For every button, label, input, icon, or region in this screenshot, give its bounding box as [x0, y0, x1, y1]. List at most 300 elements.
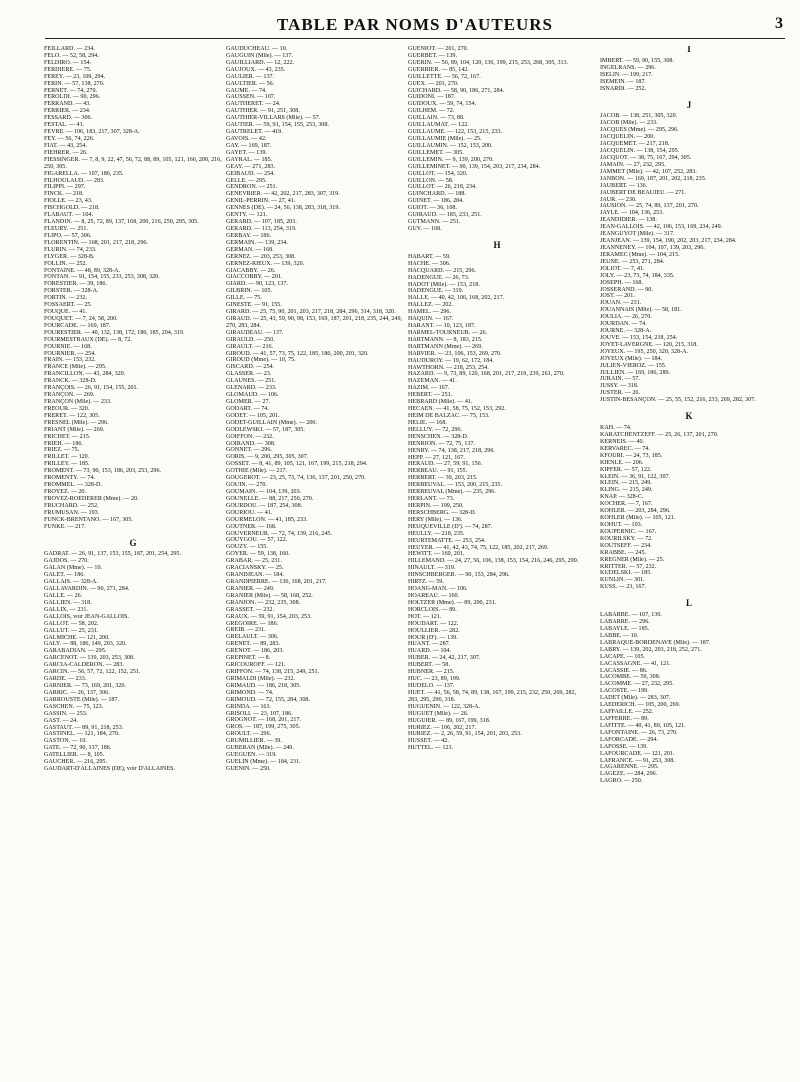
author-index-entry: FRIEH. — 186.	[44, 440, 83, 447]
author-index-entry: GAYET. — 139.	[226, 149, 267, 156]
author-index-entry: JUSTER. — 26.	[600, 390, 640, 397]
author-index-entry: GAULIER. — 137.	[226, 73, 275, 80]
author-index-entry: GALLAVARDIN. — 90, 271, 284.	[44, 586, 130, 593]
author-index-entry: KOUTSEFF. — 234.	[600, 542, 652, 549]
author-index-entry: JOUAN. — 231.	[600, 300, 642, 307]
author-index-entry: GIRAULT. — 216.	[226, 343, 274, 350]
author-index-entry: HÉRAUD. — 27, 59, 91, 156.	[408, 461, 483, 468]
author-index-entry: GERMAN. — 168.	[226, 246, 274, 253]
author-index-entry: HARMEL-TOURNEUR. — 26.	[408, 329, 488, 336]
author-index-entry: GÉRARD. — 113, 254, 319.	[226, 225, 297, 232]
section-letter-heading: H	[493, 239, 501, 250]
author-index-entry: JAUR. — 230.	[600, 196, 637, 203]
author-index-entry: FEILLARD. — 234.	[44, 46, 95, 52]
author-index-entry: FRANÇON (Mlle). — 233.	[44, 399, 112, 406]
author-index-entry: GISCARD. — 254.	[226, 364, 275, 371]
author-index-entry: GOSSET. — 8, 41, 89, 105, 121, 167, 199, 215, 218, 294.	[226, 461, 368, 468]
author-index-entry: GUERBET. — 139.	[408, 52, 457, 59]
author-index-entry: FORTIN. — 232.	[44, 295, 87, 302]
author-index-entry: HABART. — 59.	[408, 253, 451, 260]
author-index-entry: GOTHIÉ (Mlle). — 217.	[226, 468, 288, 475]
author-index-entry: FEROLDI. — 90, 296.	[44, 94, 101, 101]
author-index-entry: KRÉGNER (Mlle). — 25.	[600, 556, 665, 563]
author-index-entry: FLURIN. — 74, 233.	[44, 246, 97, 253]
author-index-entry: HUBNER. — 215.	[408, 669, 455, 676]
author-index-entry: GELLÉ. — 295.	[226, 177, 267, 184]
author-index-entry: GAUGUIN (Mlle). — 137.	[226, 52, 293, 59]
author-index-entry: FRANCILLON. — 43, 284, 320.	[44, 371, 126, 378]
author-index-entry: HUANT. — 287.	[408, 641, 451, 648]
author-index-entry: GUERRIER. — 85, 142.	[408, 66, 469, 73]
author-index-entry: FRIANT (Mlle). — 269.	[44, 426, 105, 433]
author-index-entry: LACAPE. — 105.	[600, 653, 646, 660]
author-index-entry: FERDIÈRE. — 75.	[44, 66, 92, 73]
author-index-entry: HUDELO. — 137.	[408, 682, 455, 689]
author-index-entry: GRÉPINET. — 8.	[226, 655, 271, 662]
author-index-entry: FROYEZ. — 20.	[44, 489, 86, 495]
author-index-entry: HACQUARD. — 215, 296.	[408, 267, 477, 274]
author-index-entry: FÉLO. — 52, 58, 294.	[44, 52, 99, 59]
author-index-entry: GERBAY. — 186.	[226, 232, 272, 239]
author-index-entry: FLIPO. — 57, 306.	[44, 232, 92, 239]
author-index-entry: JOLY. — 23, 73, 74, 184, 335.	[600, 272, 675, 279]
author-index-entry: HUGUIER. — 89, 167, 199, 318.	[408, 717, 491, 724]
author-index-entry: GIRAUD. — 25, 43, 59, 90, 98, 153, 169, 187, 201, 218, 235, 244, 249, 270, 283, 284.	[226, 315, 403, 329]
author-index-entry: GUILLEMINET. — 90, 139, 154, 203, 217, 234, 284.	[408, 163, 541, 170]
author-index-entry: JOUVE. — 153, 154, 218, 254.	[600, 334, 678, 341]
author-index-entry: GAUJOUX. — 43, 235.	[226, 66, 286, 73]
author-index-entry: FOLLIN. — 252.	[44, 260, 87, 267]
author-index-entry: GARROUSTE (Mlle). — 187.	[44, 696, 119, 703]
author-index-entry: JEANDIDIER. — 138.	[600, 217, 657, 224]
author-index-entry: KARATCHENTZEFF. — 25, 26, 137, 201, 270.	[600, 432, 719, 439]
author-index-entry: HEPP. — 27, 121, 167.	[408, 454, 465, 461]
author-index-entry: GREIB. — 231.	[226, 627, 266, 634]
author-index-entry: FILHOULAUD. — 283.	[44, 177, 105, 184]
author-index-entry: FIEHRER. — 26.	[44, 149, 88, 156]
author-index-entry: HERY (Mlle). — 136.	[408, 516, 463, 523]
author-index-entry: JANBON. — 169, 187, 201, 202, 218, 235.	[600, 175, 707, 182]
author-index-entry: FRÉOUR. — 320.	[44, 405, 90, 412]
author-index-entry: GARCENOT. — 139, 203, 253, 308.	[44, 655, 135, 662]
author-index-entry: JACQUOT. — 38, 75, 167, 294, 305.	[600, 154, 692, 161]
author-index-entry: FROYEZ-ROEDERER (Mme). — 20.	[44, 495, 139, 502]
author-index-entry: HOUDART. — 122.	[408, 620, 459, 627]
author-index-entry: HINAULT. — 319.	[408, 565, 456, 572]
author-index-entry: GLASSER. — 23.	[226, 371, 272, 378]
author-index-entry: GAJDOS. — 270.	[44, 558, 89, 565]
author-index-entry: HUSSET. — 42.	[408, 738, 449, 745]
author-index-entry: FRUCHARD. — 252.	[44, 502, 99, 509]
author-index-entry: HOULLIER. — 282.	[408, 627, 460, 634]
author-index-entry: GUIDOUX. — 59, 74, 154.	[408, 101, 477, 108]
author-index-entry: GAY. — 169, 187.	[226, 142, 272, 149]
author-index-entry: GALLUT. — 25, 231.	[44, 627, 99, 634]
author-index-entry: JURAIN. — 57.	[600, 376, 640, 383]
author-index-entry: HAZIM. — 167.	[408, 385, 450, 392]
author-index-entry: LACOMBE. — 59, 308.	[600, 674, 661, 681]
author-index-entry: GAUDUCHEAU. — 10.	[226, 46, 288, 52]
author-index-entry: LAFFERRE. — 89.	[600, 715, 649, 722]
section-letter-heading: I	[687, 46, 691, 54]
author-index-entry: GUTMANN. — 251.	[408, 219, 461, 226]
author-index-entry: GOUMAIN. — 104, 139, 203.	[226, 489, 302, 495]
author-index-entry: JEUNE. — 253, 271, 284.	[600, 258, 665, 265]
author-index-entry: GAUILLIARD. — 12, 222.	[226, 59, 295, 66]
author-index-entry: KERVAREC. — 74.	[600, 445, 650, 452]
author-index-entry: JEANGUYOT (Mlle). — 317.	[600, 231, 675, 238]
author-index-entry: HENRION. — 72, 75, 137.	[408, 440, 476, 447]
author-index-entry: LABARRE. — 296.	[600, 619, 650, 626]
author-index-entry: LAGÈZE. — 284, 296.	[600, 771, 658, 778]
author-index-entry: GLOMAUD. — 106.	[226, 392, 279, 399]
author-index-entry: JUSTIN-BESANÇON. — 25, 55, 152, 216, 233, 269, 282, 307.	[600, 397, 756, 404]
author-index-entry: GEIBAUD. — 254.	[226, 170, 275, 177]
author-index-entry: GODET. — 105, 201.	[226, 412, 280, 419]
author-index-entry: GRAUX. — 59, 91, 154, 203, 253.	[226, 613, 312, 620]
author-index-entry: GUILLETTE. — 56, 72, 167.	[408, 73, 481, 80]
author-index-entry: HERBEAU. — 91, 155.	[408, 468, 468, 475]
author-index-entry: GROS. — 187, 199, 275, 305.	[226, 724, 301, 731]
index-column-2	[226, 46, 404, 1076]
author-index-entry: GAUCHER. — 216, 295.	[44, 759, 107, 766]
author-index-entry: HERLANT. — 73.	[408, 496, 455, 503]
author-index-entry: GUÉNIOT. — 201, 270.	[408, 46, 469, 52]
author-index-entry: LADET (Mlle). — 283, 307.	[600, 695, 671, 702]
author-index-entry: GASCHEN. — 75, 123.	[44, 703, 104, 710]
author-index-entry: HAWTHORN. — 218, 253, 254.	[408, 364, 489, 371]
author-index-entry: GOURIOU. — 41.	[226, 509, 273, 516]
author-index-entry: JACQUELIN. — 200.	[600, 134, 655, 141]
author-index-entry: JOURDAN. — 74.	[600, 321, 647, 328]
page-header	[45, 12, 785, 39]
author-index-entry: KERNEIS. — 40.	[600, 438, 645, 445]
author-index-entry: GUIOT. — 36, 108.	[408, 205, 457, 212]
author-index-entry: GAUTHIER. — 91, 251, 308.	[226, 108, 300, 115]
author-index-entry: HECAEN. — 41, 58, 75, 152, 153, 292.	[408, 406, 506, 413]
author-index-entry: FOUQUE. — 41.	[44, 309, 87, 316]
author-index-entry: LAGARENNE. — 295.	[600, 764, 659, 771]
author-index-entry: GALLE. — 26.	[44, 592, 83, 599]
author-index-entry: LABAYLE. — 185.	[600, 625, 650, 632]
author-index-entry: JAMAIN. — 27, 232, 295.	[600, 161, 666, 168]
author-index-entry: JACOB (Mlle). — 233.	[600, 120, 658, 127]
author-index-entry: LAGRO. — 250.	[600, 778, 643, 785]
author-index-entry: FÈVRE. — 106, 183, 217, 307, 328-A.	[44, 129, 140, 136]
author-index-entry: FRILLET. — 120.	[44, 454, 90, 461]
author-index-entry: HADENGUE. — 319.	[408, 288, 464, 295]
author-index-entry: KUNLIN. — 301.	[600, 577, 645, 584]
author-index-entry: FIESSINGER. — 7, 8, 9, 22, 47, 56, 72, 88, 89, 105, 121, 166, 200, 216, 250, 305.	[44, 156, 222, 170]
author-index-entry: GOIFFON. — 232.	[226, 433, 274, 440]
author-index-entry: KOHUT. — 103.	[600, 522, 643, 528]
author-index-entry: HILLEMAND. — 24, 27, 56, 106, 138, 153, 154, 216, 246, 295, 299.	[408, 558, 579, 565]
author-index-entry: ISEMEIN. — 187.	[600, 78, 647, 85]
author-index-entry: LABBÉ. — 10.	[600, 632, 639, 639]
author-index-entry: KRITTER. — 57, 232.	[600, 563, 657, 570]
author-index-entry: HOUR (D'). — 139.	[408, 634, 458, 641]
author-index-entry: GAULTIER. — 56.	[226, 80, 275, 87]
author-index-entry: GUINET. — 186, 284.	[408, 198, 464, 205]
author-index-entry: JOYET-LAVERGNE. — 120, 215, 318.	[600, 341, 698, 348]
author-index-entry: GOURMELON. — 41, 185, 233.	[226, 516, 308, 523]
page-title: TABLE PAR NOMS D'AUTEURS	[276, 15, 554, 34]
author-index-entry: FISCHGOLD. — 218.	[44, 205, 100, 212]
author-index-entry: LAFOURCADE. — 121, 201.	[600, 750, 675, 757]
author-index-entry: KUDELSKI. — 185.	[600, 570, 652, 577]
author-index-entry: HEURTEMATTE. — 253, 254.	[408, 537, 486, 544]
author-index-entry: FRÉRET. — 122, 305.	[44, 412, 100, 419]
author-index-entry: GENTY. — 121.	[226, 212, 268, 219]
index-column-4	[600, 46, 778, 1076]
author-index-entry: FRANCE (Mlle). — 295.	[44, 364, 107, 371]
author-index-entry: FOURNIER. — 254.	[44, 350, 96, 357]
author-index-entry: GRANDJEAN. — 184.	[226, 572, 284, 579]
author-index-entry: HACHE. — 306.	[408, 260, 451, 267]
author-index-entry: GOUIN. — 270.	[226, 482, 267, 489]
author-index-entry: GUILLAUMIN. — 152, 153, 200.	[408, 142, 493, 149]
author-index-entry: FOURMESTRAUX (DE). — 8, 72.	[44, 336, 132, 343]
author-index-entry: JULIEN-VIEROZ. — 155.	[600, 362, 667, 369]
author-index-entry: GLAUNES. — 251.	[226, 378, 276, 385]
author-index-entry: GUÉNIN. — 250.	[226, 765, 271, 772]
author-index-entry: GUILHEM. — 72.	[408, 108, 455, 115]
author-index-entry: FINCK. — 218.	[44, 191, 84, 198]
author-index-entry: GODART. — 74.	[226, 405, 269, 412]
author-index-entry: JAMMET (Mlle). — 42, 107, 252, 283.	[600, 168, 697, 175]
author-index-entry: FIGARELLA. — 107, 186, 235.	[44, 170, 124, 177]
author-index-entry: JEANJEAN. — 139, 154, 190, 202, 203, 217, 234, 284.	[600, 238, 737, 245]
author-index-entry: KFOURI. — 24, 73, 185.	[600, 452, 663, 459]
author-index-entry: JOULIA. — 26, 270.	[600, 314, 652, 321]
author-index-entry: GARDE. — 233.	[44, 676, 87, 683]
author-index-entry: FLANDIN. — 8, 25, 72, 89, 137, 168, 200, 216, 250, 295, 305.	[44, 219, 199, 226]
author-index-entry: FESTAL. — 41.	[44, 122, 85, 129]
author-index-entry: GAYRAL. — 185.	[226, 156, 273, 163]
author-index-entry: HUBERT. — 58.	[408, 662, 450, 669]
author-index-entry: GALLIEN. — 318.	[44, 599, 92, 606]
author-index-entry: HUBER. — 24, 42, 217, 307.	[408, 655, 481, 662]
author-index-entry: LABRY. — 139, 202, 203, 218, 252, 271.	[600, 646, 702, 653]
author-index-entry: GENNES (DE). — 24, 56, 138, 283, 318, 319.	[226, 205, 340, 212]
author-index-entry: JUSSY. — 318.	[600, 383, 639, 390]
author-index-entry: GAUTRELET. — 419.	[226, 129, 283, 136]
author-index-entry: GOUGEROT. — 23, 25, 73, 74, 136, 137, 201, 250, 270.	[226, 475, 366, 482]
author-index-entry: JÉRAMEC (Mme). — 104, 215.	[600, 251, 680, 258]
author-index-entry: GIACABBY. — 26.	[226, 267, 276, 274]
author-index-entry: KLEIN. — 215, 249.	[600, 480, 652, 487]
author-index-entry: FESSARD. — 306.	[44, 115, 93, 122]
author-index-entry: KLING. — 215, 249.	[600, 487, 653, 494]
author-index-entry: GRÉLAULT. — 306.	[226, 634, 279, 641]
author-index-entry: JAUSION. — 25, 74, 89, 137, 201, 270.	[600, 203, 699, 210]
author-index-entry: GERNEZ. — 203, 253, 308.	[226, 253, 296, 260]
author-index-entry: JOST. — 201.	[600, 293, 635, 300]
author-index-entry: GAUTIER. — 59, 91, 154, 155, 253, 308.	[226, 122, 329, 129]
author-index-entry: GIRAULD. — 250.	[226, 336, 275, 343]
author-index-entry: JULLIEN. — 169, 186, 289.	[600, 369, 671, 376]
author-index-entry: HÉBERT. — 251.	[408, 392, 453, 399]
author-index-entry: HUC. — 23, 89, 199.	[408, 676, 461, 683]
author-index-entry: GAVOIS. — 42.	[226, 135, 267, 142]
author-index-entry: FLEURY. — 251.	[44, 225, 88, 232]
author-index-entry: HAZARD. — 9, 73, 89, 120, 168, 201, 217, 219, 239, 261, 270.	[408, 371, 565, 378]
section-letter-heading: J	[686, 99, 692, 110]
author-index-entry: GALAN (Mme). — 10.	[44, 565, 103, 572]
author-index-entry: GADRAT. — 26, 91, 137, 153, 155, 187, 201, 254, 295.	[44, 551, 181, 558]
author-index-entry: FRICHET. — 215.	[44, 433, 91, 440]
author-index-entry: GUILLOT. — 26, 218, 234.	[408, 184, 477, 191]
author-index-entry: GAUSSEN. — 107.	[226, 94, 276, 101]
author-index-entry: FLYGER. — 328-B.	[44, 253, 95, 260]
author-index-entry: GARCIN. — 56, 57, 72, 122, 152, 251.	[44, 669, 141, 676]
author-index-entry: GODET-GUILLAIN (Mme). — 200.	[226, 419, 317, 426]
author-index-entry: GARRIC. — 26, 137, 306.	[44, 689, 110, 696]
author-index-entry: HENSCHEN. — 328-D.	[408, 433, 469, 440]
section-letter-heading: G	[129, 537, 137, 548]
author-index-entry: GOUYGOU. — 57, 122.	[226, 537, 288, 544]
author-index-entry: GRANIER. — 249.	[226, 585, 275, 592]
author-index-entry: GOUZY. — 155.	[226, 544, 268, 551]
author-index-entry: KOUPERNIC. — 167.	[600, 528, 657, 535]
author-index-entry: GALLOIS, voir JEAN-GALLOIS.	[44, 613, 129, 620]
author-index-entry: GIARD. — 90, 123, 137.	[226, 281, 288, 288]
author-index-entry: HUTTEL. — 123.	[408, 745, 454, 752]
author-index-entry: KOURILSKY. — 72.	[600, 535, 653, 542]
author-index-entry: HUGUENIN. — 122, 328-A.	[408, 703, 481, 710]
author-index-entry: HEUYER. — 41, 42, 43, 74, 75, 122, 185, 202, 217, 269.	[408, 544, 549, 551]
author-index-entry: HERBERT. — 39, 203, 215.	[408, 475, 478, 482]
author-index-entry: FORESTIER. — 39, 186.	[44, 281, 107, 288]
author-index-entry: HEULLY. — 218, 235.	[408, 530, 465, 537]
author-index-entry: GAUTHIER-VILLARS (Mlle). — 57.	[226, 115, 321, 122]
author-index-entry: GRISOLI. — 23, 107, 186.	[226, 710, 293, 717]
author-index-entry: IMBERT. — 59, 90, 155, 308.	[600, 57, 674, 64]
author-index-entry: HADENGUE. — 26, 73.	[408, 274, 470, 281]
author-index-entry: HUARD. — 104.	[408, 648, 451, 655]
author-index-entry: HERSCHBERG. — 328-D.	[408, 509, 477, 516]
author-index-entry: GAST. — 24.	[44, 717, 78, 724]
author-index-entry: JAUBERT. — 136.	[600, 182, 648, 189]
author-index-entry: HORCLOIS. — 89.	[408, 606, 457, 613]
author-index-entry: LAEDERICH. — 105, 200, 269.	[600, 702, 681, 709]
author-index-entry: FRIEZ. — 75.	[44, 447, 80, 454]
author-index-entry: JOSSERAND. — 90.	[600, 286, 653, 293]
author-index-entry: HEWITT. — 169, 201.	[408, 551, 465, 558]
author-index-entry: JEAN-GALLOIS. — 42, 106, 153, 169, 234, 249.	[600, 224, 723, 231]
author-index-entry: GRENET. — 89, 283.	[226, 641, 281, 648]
author-index-entry: GEAY. — 271, 283.	[226, 163, 276, 170]
author-index-entry: GIACCOBBY. — 201.	[226, 274, 283, 281]
author-index-entry: GATÉ. — 72, 90, 137, 186.	[44, 745, 112, 752]
author-index-entry: FERNET. — 74, 270.	[44, 87, 98, 94]
author-index-entry: GUIDONI. — 187.	[408, 94, 456, 101]
author-index-entry: GIROUD. — 41, 57, 73, 75, 122, 185, 186, 200, 201, 320.	[226, 350, 369, 357]
author-index-entry: GUILLAUMIE (Mlle). — 25.	[408, 135, 482, 142]
author-index-entry: HALLÉ. — 40, 42, 106, 168, 202, 217.	[408, 295, 505, 302]
author-index-entry: LACASSAGNE. — 41, 121.	[600, 660, 671, 667]
author-index-entry: JOUANNAIS (Mlle). — 58, 181.	[600, 307, 682, 314]
author-index-entry: JEANNENEY. — 104, 107, 139, 203, 296.	[600, 244, 705, 251]
author-index-entry: HUGUET (Mlle). — 26.	[408, 710, 469, 717]
author-index-entry: LAFORCADE. — 294.	[600, 736, 658, 743]
author-index-entry: JACQUES (Mme). — 295, 296.	[600, 127, 679, 134]
author-index-entry: HEUQUEVILLE (D'). — 74, 287.	[408, 523, 493, 530]
author-index-entry: GRABAR. — 25, 231.	[226, 558, 282, 565]
author-index-entry: HINSCHBERGER. — 90, 153, 284, 296.	[408, 572, 510, 579]
author-index-entry: HARTMANN. — 8, 183, 215.	[408, 336, 483, 343]
author-index-entry: ISELIN. — 199, 217.	[600, 71, 653, 78]
author-index-entry: FRESNEL (Mlle). — 296.	[44, 419, 109, 426]
author-index-entry: HOAREAU. — 160.	[408, 592, 460, 599]
author-index-entry: HENRY. — 74, 138, 217, 218, 296.	[408, 447, 495, 454]
author-index-entry: KIPFER. — 57, 122.	[600, 466, 652, 473]
author-index-entry: GRUMILLIER. — 39.	[226, 738, 282, 745]
author-index-entry: LAFRANCE. — 91, 253, 308.	[600, 757, 675, 764]
author-index-entry: FLORENTIN. — 168, 201, 217, 218, 296.	[44, 239, 148, 246]
author-index-entry: HÉLIE. — 168.	[408, 419, 447, 426]
author-index-entry: HIRTZ. — 59.	[408, 579, 444, 586]
author-index-entry: FILIPPI. — 297.	[44, 184, 86, 191]
author-index-entry: GRIMALDI (Mlle). — 232.	[226, 675, 295, 682]
author-index-entry: KOHLER (Mlle). — 105, 121.	[600, 515, 676, 522]
author-index-entry: LACOMME. — 27, 232, 295.	[600, 681, 674, 688]
author-index-entry: GORIS. — 9, 200, 295, 305, 307.	[226, 454, 309, 461]
author-index-entry: KÜSS. — 23, 167.	[600, 584, 647, 591]
author-index-entry: HELLUY. — 72, 296.	[408, 426, 463, 433]
author-index-entry: GUEGUEN. — 319.	[226, 752, 277, 759]
author-index-entry: GRACIANSKY. — 25.	[226, 565, 284, 572]
author-index-entry: GRÉGOIRE. — 186.	[226, 620, 279, 627]
author-index-entry: FEY. — 56, 74, 226.	[44, 135, 95, 142]
author-index-entry: GRANDPIERRE. — 136, 168, 201, 217.	[226, 578, 327, 585]
author-index-entry: GRANIER (Mlle). — 58, 168, 252.	[226, 592, 313, 599]
author-index-entry: HUET. — 41, 56, 58, 74, 89, 138, 167, 199, 215, 232, 250, 269, 282, 283, 295, 296, 318.	[408, 689, 577, 703]
author-index-entry: GONNET. — 296.	[226, 447, 272, 454]
author-index-entry: FRILLEY. — 185.	[44, 461, 90, 468]
author-index-entry: GUILLEMIN. — 9, 139, 200, 270.	[408, 156, 494, 163]
author-index-entry: LACOSTE. — 199.	[600, 688, 649, 695]
author-index-entry: GERMAIN. — 139, 234.	[226, 239, 288, 246]
author-index-entry: FIOLLE. — 23, 43.	[44, 198, 93, 205]
author-index-entry: GAUTHERET. — 24.	[226, 101, 281, 108]
author-index-entry: JACQUELIN. — 138, 154, 295.	[600, 148, 680, 155]
author-index-entry: GOIRAND. — 308.	[226, 440, 276, 447]
author-index-entry: GARABADIAN. — 295.	[44, 648, 107, 655]
author-index-entry: GIRARD. — 25, 75, 90, 201, 203, 217, 218, 284, 296, 314, 318, 320.	[226, 309, 396, 316]
author-index-entry: JACOB. — 138, 251, 305, 320.	[600, 113, 678, 120]
author-index-entry: GRIFFON. — 74, 138, 215, 249, 251.	[226, 668, 320, 675]
author-index-entry: HALLEZ. — 202.	[408, 302, 454, 309]
author-index-entry: HOT. — 121.	[408, 613, 442, 620]
author-index-entry: GROULT. — 296.	[226, 731, 272, 738]
author-index-entry: HAQUIN. — 167.	[408, 316, 454, 323]
author-index-entry: GALMICHE. — 121, 200.	[44, 634, 110, 641]
author-index-entry: HERBEUVAL (Mme). — 235, 296.	[408, 489, 496, 496]
section-letter-heading: K	[685, 411, 693, 422]
index-column-1	[44, 46, 222, 1076]
author-index-entry: FIAT. — 43, 254.	[44, 142, 87, 149]
author-index-entry: GATELLIER. — 8, 105.	[44, 752, 105, 759]
author-index-entry: GÉRARD. — 107, 185, 203.	[226, 219, 297, 226]
author-index-entry: KOCHER. — 7, 167.	[600, 501, 653, 508]
author-index-entry: GUELIN (Mme). — 184, 231.	[226, 758, 301, 765]
author-index-entry: JOLIOT. — 7, 41.	[600, 265, 645, 272]
author-index-entry: GILBRIN. — 105.	[226, 288, 273, 295]
author-index-entry: LAFFAILLE. — 252.	[600, 709, 654, 716]
author-index-entry: GUILLON. — 58.	[408, 177, 454, 184]
author-index-entry: JACQUEMET. — 217, 218.	[600, 141, 670, 148]
